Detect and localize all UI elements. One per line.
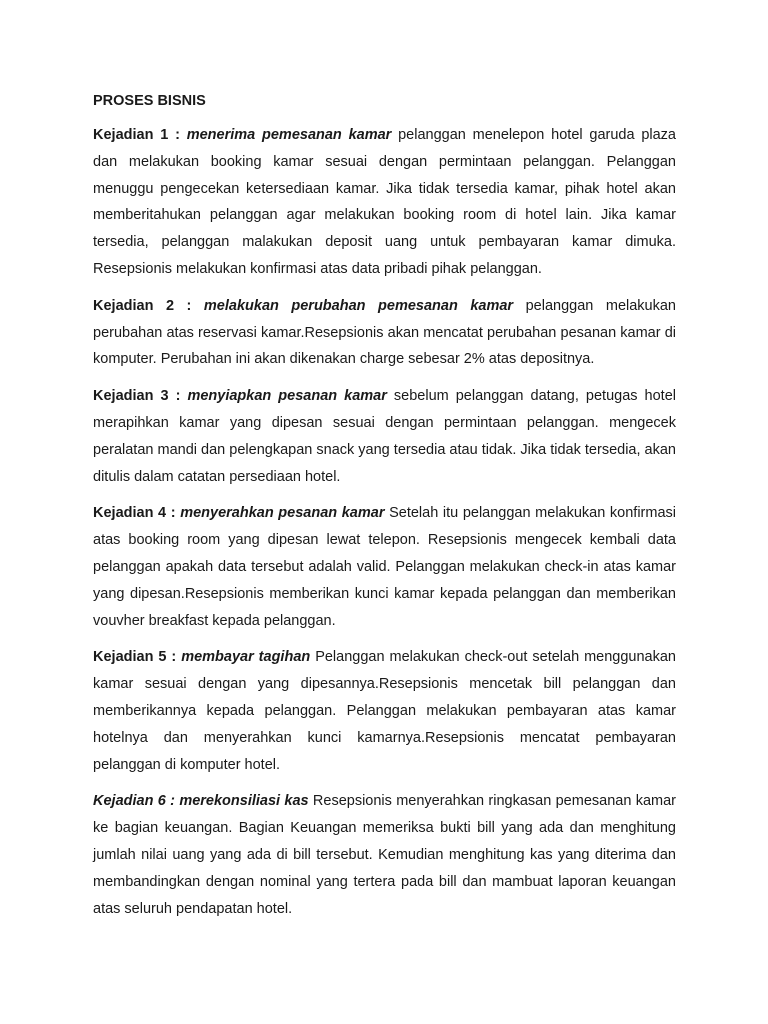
paragraph-text: pelanggan melakukan perubahan atas reservasi kamar.Resepsionis akan mencatat perubahan pesanan kamar di komputer. Perubahan ini akan dikenakan charge sebesar 2% atas depositnya. bbox=[93, 297, 676, 368]
paragraph-text: sebelum pelanggan datang, petugas hotel merapihkan kamar yang dipesan sesuai dengan permintaan pelanggan. mengecek peralatan mandi dan pelengkapan snack yang tersedia atau tidak. Jika tidak tersedia, akan ditulis dalam catatan persediaan hotel. bbox=[93, 388, 676, 485]
paragraph-label: Kejadian 3 : bbox=[93, 388, 188, 405]
paragraph-action: menerima pemesanan kamar bbox=[186, 127, 392, 143]
paragraph-label: Kejadian 4 : bbox=[93, 505, 181, 522]
paragraph-action: membayar tagihan bbox=[181, 649, 311, 666]
paragraph-action: melakukan perubahan pemesanan kamar bbox=[203, 297, 514, 314]
paragraph-action: menyiapkan pesanan kamar bbox=[187, 388, 387, 405]
paragraph-kejadian-6 bbox=[93, 788, 676, 922]
paragraph-text: Pelanggan melakukan check-out setelah menggunakan kamar sesuai dengan yang dipesannya.Resepsionis mencetak bill pelanggan dan memberikannya kepada pelanggan. Pelanggan melakukan pembayaran atas kamar hotelnya dan menyerahkan kunci kamarnya.Resepsionis mencatat pembayaran pelanggan di komputer hotel. bbox=[93, 649, 676, 773]
paragraph-action: merekonsiliasi kas bbox=[179, 793, 309, 810]
paragraph-text: pelanggan menelepon hotel garuda plaza dan melakukan booking kamar sesuai dengan permintaan pelanggan. Pelanggan menuggu pengecekan ketersediaan kamar. Jika tidak tersedia kamar, pihak hotel akan memberitahukan pelanggan agar melakukan booking room di hotel lain. Jika kamar tersedia, pelanggan malakukan deposit uang untuk pembayaran kamar dimuka. Resepsionis melakukan konfirmasi atas data pribadi pihak pelanggan. bbox=[93, 127, 677, 277]
paragraph-kejadian-4 bbox=[93, 500, 676, 634]
paragraph-label: Kejadian 1 : bbox=[93, 127, 187, 143]
paragraph-label: Kejadian 6 : bbox=[93, 793, 180, 810]
document-page bbox=[93, 88, 676, 932]
paragraph-kejadian-2 bbox=[93, 293, 676, 373]
paragraph-text: Setelah itu pelanggan melakukan konfirmasi atas booking room yang dipesan lewat telepon. Resepsionis mengecek kembali data pelanggan apakah data tersebut adalah valid. Pelanggan melakukan check-in atas kamar yang dipesan.Resepsionis memberikan kunci kamar kepada pelanggan dan memberikan vouvher breakfast kepada pelanggan. bbox=[93, 505, 676, 629]
paragraph-kejadian-1 bbox=[93, 122, 676, 283]
paragraph-text: Resepsionis menyerahkan ringkasan pemesanan kamar ke bagian keuangan. Bagian Keuangan memeriksa bukti bill yang ada dan menghitung jumlah nilai uang yang ada di bill tersebut. Kemudian menghitung kas yang diterima dan membandingkan dengan nominal yang tertera pada bill dan mambuat laporan keuangan atas seluruh pendapatan hotel. bbox=[93, 793, 676, 917]
paragraph-kejadian-5 bbox=[93, 644, 676, 778]
document-title: PROSES BISNIS bbox=[93, 93, 206, 109]
paragraph-kejadian-3 bbox=[93, 383, 676, 490]
paragraph-label: Kejadian 5 : bbox=[93, 649, 182, 666]
paragraph-action: menyerahkan pesanan kamar bbox=[180, 505, 385, 522]
paragraph-label: Kejadian 2 : bbox=[93, 297, 204, 314]
